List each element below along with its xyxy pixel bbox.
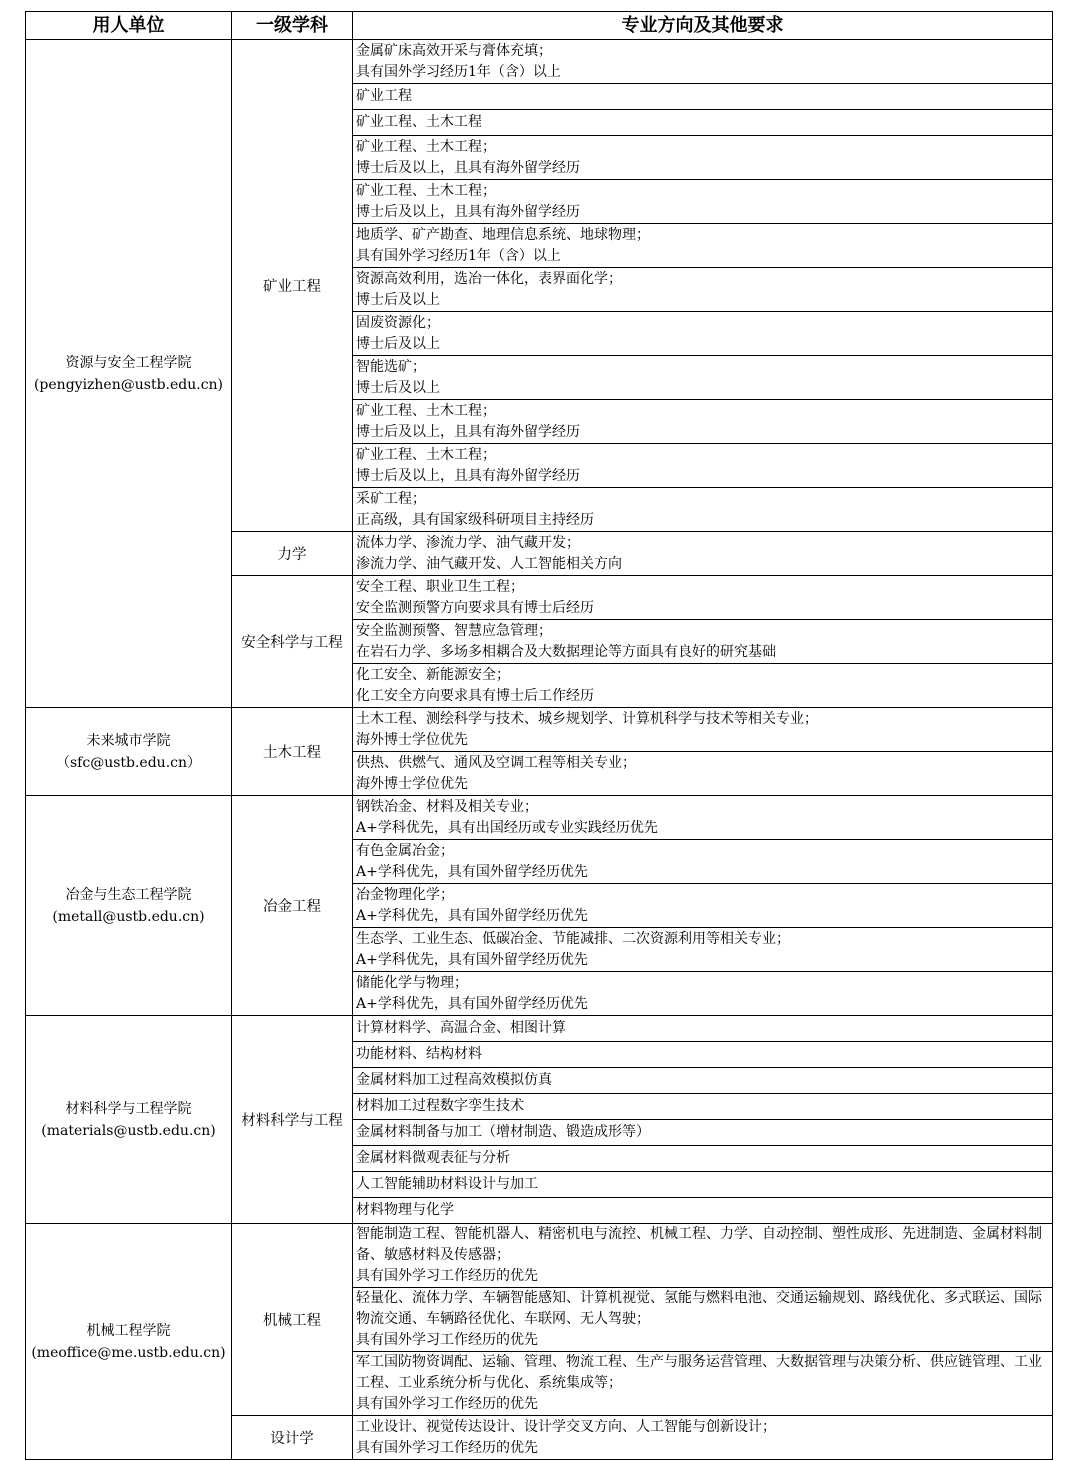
requirement-line: 流体力学、渗流力学、油气藏开发； bbox=[356, 534, 580, 551]
requirement-line: 工业设计、视觉传达设计、设计学交叉方向、人工智能与创新设计； bbox=[356, 1418, 776, 1435]
unit-email: (pengyizhen@ustb.edu.cn) bbox=[33, 376, 224, 393]
requirement-cell bbox=[353, 136, 1053, 180]
requirement-line: 有色金属冶金； bbox=[356, 842, 454, 859]
requirement-line: 人工智能辅助材料设计与加工 bbox=[356, 1176, 538, 1192]
subject-cell: 土木工程 bbox=[232, 708, 353, 796]
requirement-line: 具有国外学习经历1年（含）以上 bbox=[356, 247, 561, 264]
requirement-line: 具有国外学习工作经历的优先 bbox=[356, 1332, 538, 1348]
requirement-line: 化工安全方向要求具有博士后工作经历 bbox=[356, 687, 594, 704]
requirement-cell bbox=[353, 1416, 1053, 1460]
requirement-line: 矿业工程、土木工程； bbox=[356, 402, 496, 419]
requirement-cell bbox=[353, 1352, 1053, 1416]
requirement-line: 博士后及以上，且具有海外留学经历 bbox=[356, 423, 580, 440]
requirement-cell bbox=[353, 40, 1053, 84]
subject-cell: 力学 bbox=[232, 532, 353, 576]
unit-cell bbox=[26, 1016, 232, 1224]
requirement-cell bbox=[353, 708, 1053, 752]
requirement-line: 博士后及以上，且具有海外留学经历 bbox=[356, 203, 580, 220]
requirement-line: 轻量化、流体力学、车辆智能感知、计算机视觉、氢能与燃料电池、交通运输规划、路线优化、多式联运、国际物流交通、车辆路径优化、车联网、无人驾驶； bbox=[356, 1290, 1042, 1327]
requirement-cell bbox=[353, 1198, 1053, 1224]
unit-cell bbox=[26, 708, 232, 796]
requirement-line: 冶金物理化学； bbox=[356, 886, 454, 903]
requirement-cell bbox=[353, 796, 1053, 840]
requirement-line: 金属材料加工过程高效模拟仿真 bbox=[356, 1072, 552, 1088]
unit-name: 材料科学与工程学院 bbox=[65, 1100, 192, 1117]
header-unit: 用人单位 bbox=[26, 12, 232, 40]
requirement-line: 生态学、工业生态、低碳冶金、节能减排、二次资源利用等相关专业； bbox=[356, 930, 790, 947]
requirement-cell bbox=[353, 1042, 1053, 1068]
requirement-line: 具有国外学习经历1年（含）以上 bbox=[356, 63, 561, 80]
subject-cell: 设计学 bbox=[232, 1416, 353, 1460]
header-subject: 一级学科 bbox=[232, 12, 353, 40]
requirement-cell bbox=[353, 1094, 1053, 1120]
requirement-line: 钢铁冶金、材料及相关专业； bbox=[356, 798, 538, 815]
unit-name: 资源与安全工程学院 bbox=[65, 354, 192, 371]
requirement-line: 在岩石力学、多场多相耦合及大数据理论等方面具有良好的研究基础 bbox=[356, 643, 776, 660]
requirement-cell bbox=[353, 752, 1053, 796]
requirement-line: 金属材料微观表征与分析 bbox=[356, 1150, 510, 1166]
requirement-cell bbox=[353, 1224, 1053, 1288]
requirement-line: 海外博士学位优先 bbox=[356, 731, 468, 748]
requirement-cell bbox=[353, 268, 1053, 312]
requirement-line: 安全工程、职业卫生工程； bbox=[356, 578, 524, 595]
requirement-cell bbox=[353, 488, 1053, 532]
requirement-line: 具有国外学习工作经历的优先 bbox=[356, 1396, 538, 1412]
requirement-cell bbox=[353, 180, 1053, 224]
requirement-line: 博士后及以上 bbox=[356, 291, 440, 308]
table-row bbox=[26, 1224, 1053, 1288]
requirement-cell bbox=[353, 110, 1053, 136]
requirement-line: 金属矿床高效开采与膏体充填； bbox=[356, 42, 552, 59]
requirement-cell bbox=[353, 840, 1053, 884]
requirement-cell bbox=[353, 972, 1053, 1016]
requirement-line: A+学科优先，具有出国经历或专业实践经历优先 bbox=[356, 819, 658, 836]
requirement-line: 矿业工程、土木工程； bbox=[356, 182, 496, 199]
requirement-line: 计算材料学、高温合金、相图计算 bbox=[356, 1020, 566, 1036]
requirement-cell bbox=[353, 444, 1053, 488]
requirement-line: 土木工程、测绘科学与技术、城乡规划学、计算机科学与技术等相关专业； bbox=[356, 710, 818, 727]
table-row bbox=[26, 796, 1053, 840]
requirement-line: 材料加工过程数字孪生技术 bbox=[356, 1098, 524, 1114]
requirement-cell bbox=[353, 1120, 1053, 1146]
requirement-cell bbox=[353, 664, 1053, 708]
requirement-cell bbox=[353, 1172, 1053, 1198]
table-row bbox=[26, 708, 1053, 752]
requirement-cell bbox=[353, 224, 1053, 268]
requirement-line: 资源高效利用，选冶一体化，表界面化学； bbox=[356, 270, 622, 287]
table-row bbox=[26, 1016, 1053, 1042]
requirement-line: 渗流力学、油气藏开发、人工智能相关方向 bbox=[356, 555, 622, 572]
requirement-line: A+学科优先，具有国外留学经历优先 bbox=[356, 995, 588, 1012]
requirement-cell bbox=[353, 1016, 1053, 1042]
requirement-cell bbox=[353, 1068, 1053, 1094]
requirement-line: 化工安全、新能源安全； bbox=[356, 666, 510, 683]
requirement-line: 博士后及以上 bbox=[356, 335, 440, 352]
unit-email: （sfc@ustb.edu.cn） bbox=[55, 754, 202, 771]
subject-cell: 材料科学与工程 bbox=[232, 1016, 353, 1224]
requirement-cell bbox=[353, 1288, 1053, 1352]
unit-cell bbox=[26, 40, 232, 708]
requirement-cell bbox=[353, 400, 1053, 444]
unit-name: 未来城市学院 bbox=[86, 732, 171, 749]
requirement-line: 金属材料制备与加工（增材制造、锻造成形等） bbox=[356, 1124, 650, 1140]
requirement-cell bbox=[353, 356, 1053, 400]
header-requirements: 专业方向及其他要求 bbox=[353, 12, 1053, 40]
requirement-line: 具有国外学习工作经历的优先 bbox=[356, 1439, 538, 1456]
requirement-line: 具有国外学习工作经历的优先 bbox=[356, 1268, 538, 1284]
requirement-line: 智能制造工程、智能机器人、精密机电与流控、机械工程、力学、自动控制、塑性成形、先进制造、金属材料制备、敏感材料及传感器； bbox=[356, 1226, 1042, 1263]
unit-email: (meoffice@me.ustb.edu.cn) bbox=[31, 1344, 226, 1361]
requirement-cell bbox=[353, 620, 1053, 664]
unit-cell bbox=[26, 796, 232, 1016]
requirement-line: 海外博士学位优先 bbox=[356, 775, 468, 792]
requirement-line: 智能选矿； bbox=[356, 358, 426, 375]
unit-name: 机械工程学院 bbox=[86, 1322, 171, 1339]
requirement-cell bbox=[353, 884, 1053, 928]
requirement-line: 博士后及以上，且具有海外留学经历 bbox=[356, 467, 580, 484]
recruitment-table bbox=[25, 11, 1053, 1460]
requirement-line: 博士后及以上 bbox=[356, 379, 440, 396]
requirement-line: 地质学、矿产勘查、地理信息系统、地球物理； bbox=[356, 226, 650, 243]
requirement-line: A+学科优先，具有国外留学经历优先 bbox=[356, 907, 588, 924]
unit-email: (materials@ustb.edu.cn) bbox=[41, 1122, 216, 1139]
requirement-line: A+学科优先，具有国外留学经历优先 bbox=[356, 863, 588, 880]
requirement-line: 安全监测预警方向要求具有博士后经历 bbox=[356, 599, 594, 616]
requirement-line: 矿业工程、土木工程； bbox=[356, 446, 496, 463]
requirement-line: 安全监测预警、智慧应急管理； bbox=[356, 622, 552, 639]
table-row bbox=[26, 40, 1053, 84]
requirement-line: 固废资源化； bbox=[356, 314, 440, 331]
requirement-cell bbox=[353, 312, 1053, 356]
requirement-line: 储能化学与物理； bbox=[356, 974, 468, 991]
requirement-line: 功能材料、结构材料 bbox=[356, 1046, 482, 1062]
requirement-line: 军工国防物资调配、运输、管理、物流工程、生产与服务运营管理、大数据管理与决策分析、供应链管理、工业工程、工业系统分析与优化、系统集成等； bbox=[356, 1354, 1042, 1391]
requirement-line: 博士后及以上，且具有海外留学经历 bbox=[356, 159, 580, 176]
requirement-cell bbox=[353, 1146, 1053, 1172]
requirement-line: 矿业工程、土木工程 bbox=[356, 114, 482, 130]
requirement-cell bbox=[353, 576, 1053, 620]
subject-cell: 冶金工程 bbox=[232, 796, 353, 1016]
unit-email: (metall@ustb.edu.cn) bbox=[52, 908, 205, 925]
requirement-cell bbox=[353, 532, 1053, 576]
subject-cell: 机械工程 bbox=[232, 1224, 353, 1416]
requirement-cell bbox=[353, 928, 1053, 972]
requirement-line: A+学科优先，具有国外留学经历优先 bbox=[356, 951, 588, 968]
requirement-line: 供热、供燃气、通风及空调工程等相关专业； bbox=[356, 754, 636, 771]
requirement-line: 采矿工程； bbox=[356, 490, 426, 507]
requirement-line: 正高级，具有国家级科研项目主持经历 bbox=[356, 511, 594, 528]
requirement-line: 矿业工程 bbox=[356, 88, 412, 104]
unit-cell bbox=[26, 1224, 232, 1460]
header-row bbox=[26, 12, 1053, 40]
requirement-line: 矿业工程、土木工程； bbox=[356, 138, 496, 155]
subject-cell: 矿业工程 bbox=[232, 40, 353, 532]
subject-cell: 安全科学与工程 bbox=[232, 576, 353, 708]
unit-name: 冶金与生态工程学院 bbox=[65, 886, 192, 903]
requirement-line: 材料物理与化学 bbox=[356, 1202, 454, 1218]
requirement-cell bbox=[353, 84, 1053, 110]
